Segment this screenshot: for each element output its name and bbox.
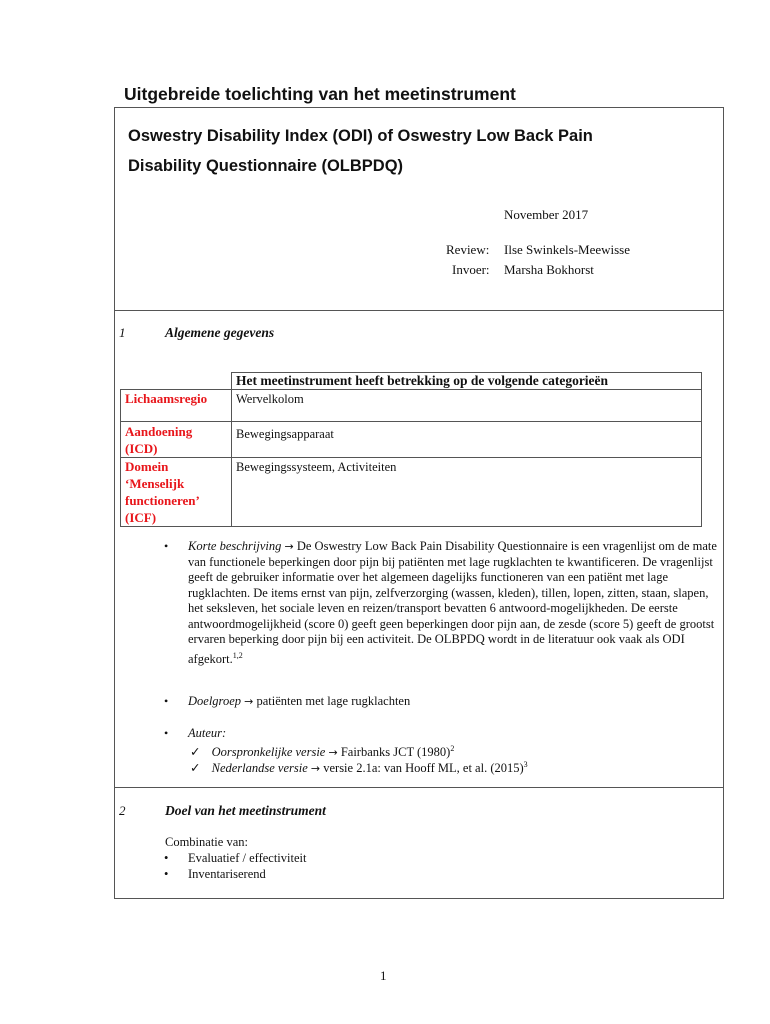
category-label: Lichaamsregio (121, 390, 232, 422)
bullet: • (164, 867, 169, 881)
table-row (121, 422, 702, 458)
section2-title: Doel van het meetinstrument (165, 803, 326, 818)
checkmark-icon: ✓ (190, 745, 201, 760)
arrow-icon: → (284, 540, 294, 553)
doelgroep-label: Doelgroep (188, 694, 241, 708)
page-number: 1 (380, 968, 387, 983)
review-label: Review: (446, 242, 490, 257)
reference: 3 (523, 760, 528, 769)
auteur-item-text: Fairbanks JCT (1980) (337, 745, 451, 760)
auteur-label: Auteur: (188, 726, 227, 740)
bullet: • (164, 694, 169, 708)
bullet: • (164, 851, 169, 865)
page-heading: Uitgebreide toelichting van het meetinstrument (124, 84, 516, 104)
table-corner-cell (121, 373, 232, 390)
list-item (190, 757, 528, 777)
auteur-text (188, 726, 723, 742)
document-title-line1: Oswestry Disability Index (ODI) of Oswestry Low Back Pain (128, 127, 593, 145)
auteur-item-label: Oorspronkelijke versie (211, 745, 326, 760)
arrow-icon: → (244, 695, 254, 708)
section1-number: 1 (119, 325, 126, 340)
category-value: Bewegingssysteem, Activiteiten (232, 458, 702, 527)
table-header-row (121, 373, 702, 390)
table-header: Het meetinstrument heeft betrekking op de volgende categorieën (232, 373, 702, 390)
auteur-item-text: versie 2.1a: van Hooff ML, et al. (2015) (320, 761, 524, 776)
category-value: Bewegingsapparaat (232, 422, 702, 458)
list-item: Evaluatief / effectiviteit (188, 851, 307, 865)
bullet: • (164, 726, 169, 740)
doelgroep-text (188, 694, 723, 710)
korte-beschrijving-body: De Oswestry Low Back Pain Disability Questionnaire is een vragenlijst om de mate van functionele beperkingen door pijn bij patiënten met lage rugklachten te kwantificeren. De vragenlijst geeft de gebruiker informatie over het algemeen dagelijks functioneren van een patiënt met lage rugklachten. De items ernst van pijn, zelfverzorging (wassen, kleden), tillen, lopen, zitten, staan, slapen, het seksleven, het sociale leven en reizen/transport bevatten 6 antwoord-mogelijkheden. De eerste antwoordmogelijkheid (score 0) geeft geen beperkingen door pijn aan, de zesde (score 5) geeft de grootst ervaren beperking door pijn bij een activiteit. De OLBPDQ wordt in de literatuur ook vaak als ODI afgekort. (188, 539, 717, 666)
arrow-icon: → (328, 746, 338, 760)
checkmark-icon: ✓ (190, 761, 201, 776)
section2-intro: Combinatie van: (165, 835, 248, 849)
auteur-item-label: Nederlandse versie (211, 761, 308, 776)
section1-title: Algemene gegevens (165, 325, 275, 340)
category-value: Wervelkolom (232, 390, 702, 422)
bullet: • (164, 539, 169, 553)
table-row (121, 390, 702, 422)
category-label: Domein ‘Menselijk functioneren’ (ICF) (121, 458, 232, 527)
document-date: November 2017 (504, 207, 589, 222)
doelgroep-body: patiënten met lage rugklachten (253, 694, 411, 708)
category-table (120, 372, 702, 527)
reference: 2 (450, 744, 455, 753)
invoer-value: Marsha Bokhorst (504, 262, 594, 277)
table-row (121, 458, 702, 527)
arrow-icon: → (310, 762, 321, 776)
korte-beschrijving-label: Korte beschrijving (188, 539, 282, 553)
reference: 1,2 (232, 650, 243, 660)
review-value: Ilse Swinkels-Meewisse (504, 242, 631, 257)
korte-beschrijving-text (188, 539, 723, 667)
category-label: Aandoening (ICD) (121, 422, 232, 458)
section2-number: 2 (119, 803, 126, 818)
list-item: Inventariserend (188, 867, 266, 881)
document-title (128, 121, 688, 181)
document-title-line2: Disability Questionnaire (OLBPDQ) (128, 157, 404, 175)
invoer-label: Invoer: (452, 262, 490, 277)
